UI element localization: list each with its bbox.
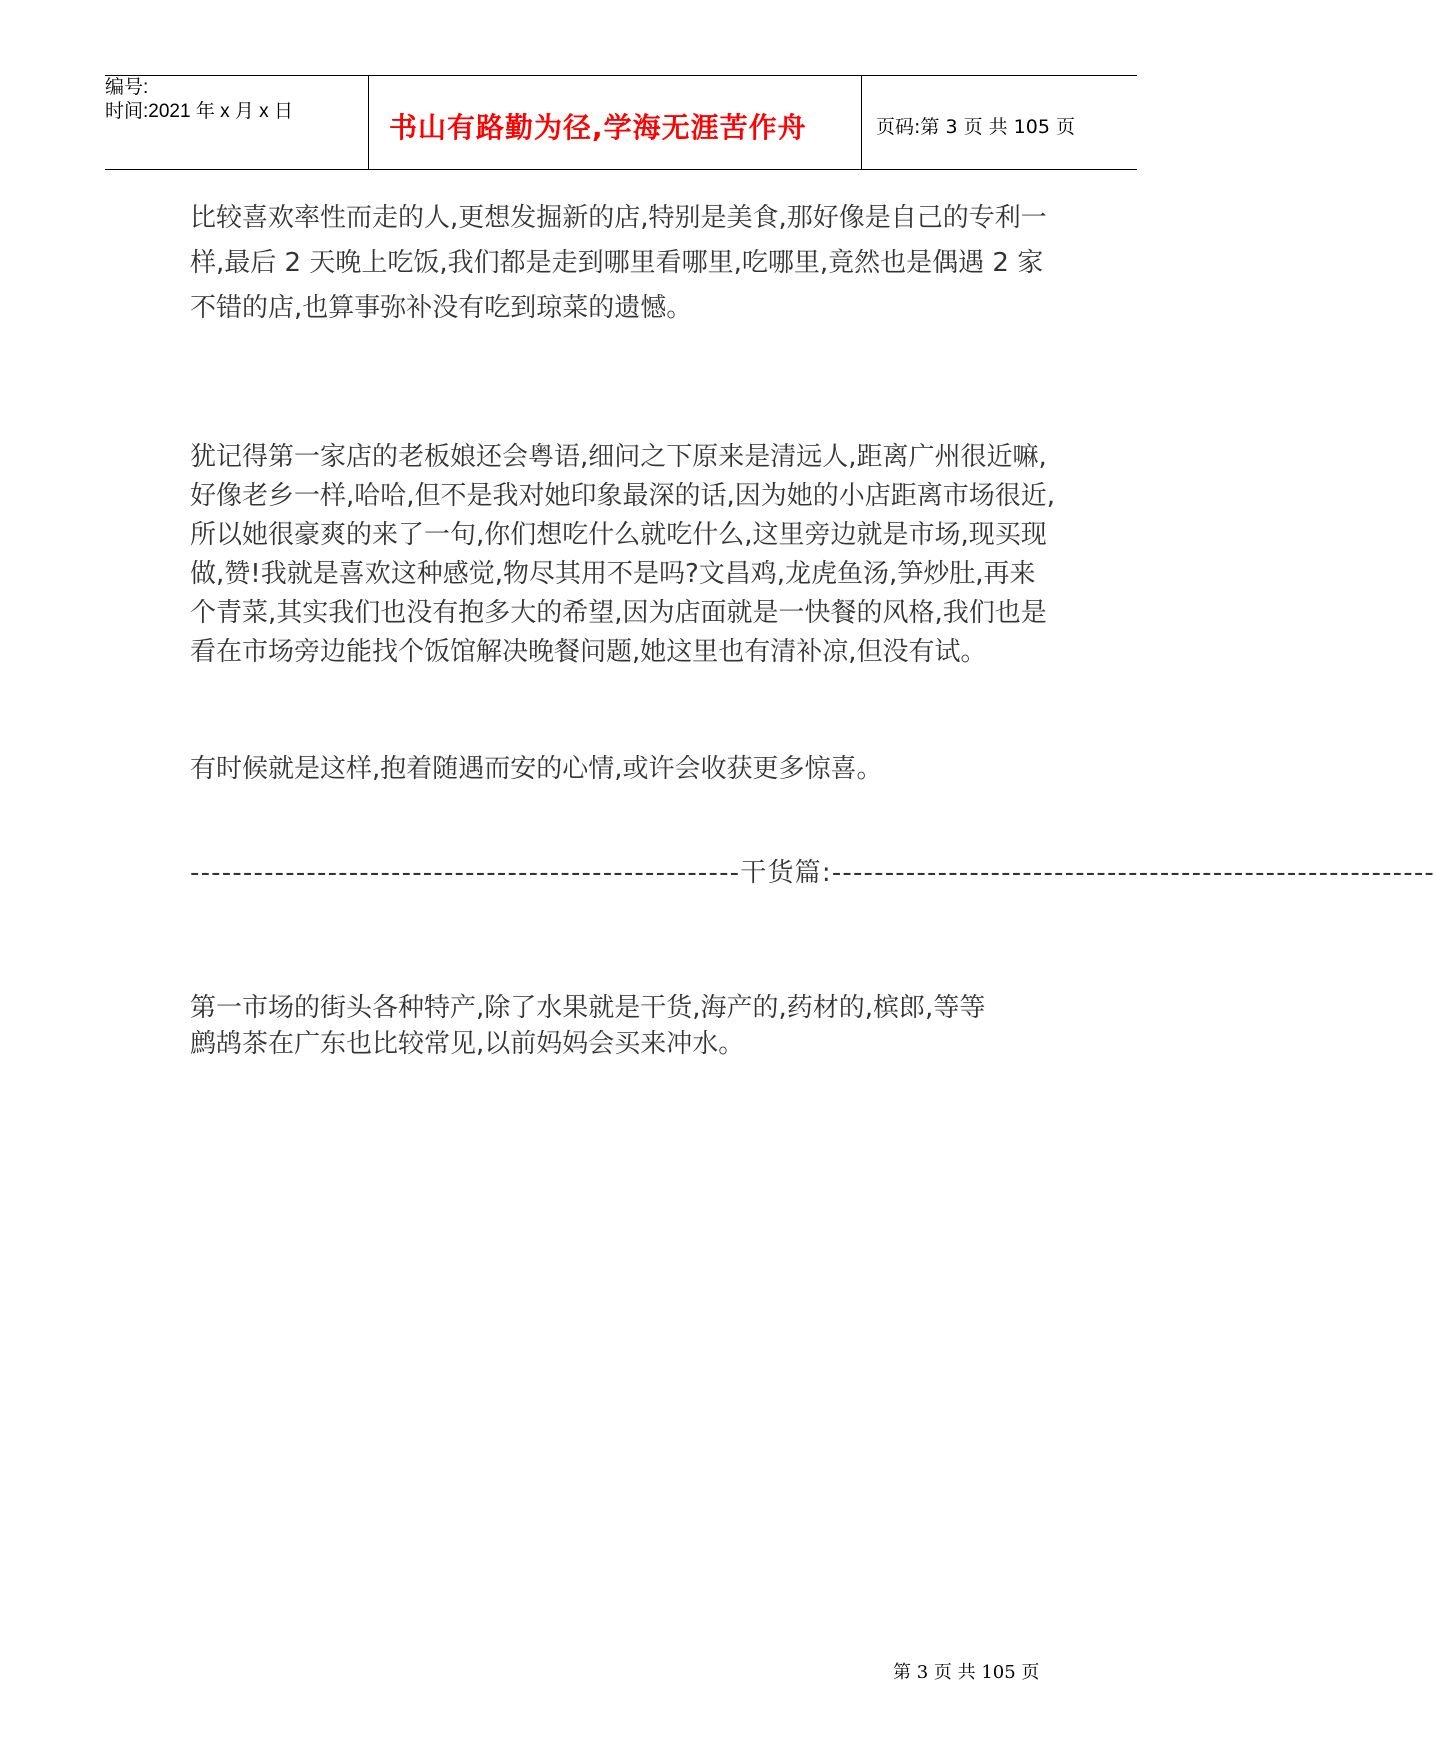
document-date-label: 时间:2021 年 x 月 x 日: [105, 101, 293, 122]
document-number-label: 编号:: [105, 77, 149, 98]
paragraph-market-specialties: 第一市场的街头各种特产,除了水果就是干货,海产的,药材的,槟郎,等等 鹧鸪茶在广东也比较常见,以前妈妈会买来冲水。: [190, 993, 986, 1059]
header-meta-cell: [105, 76, 369, 169]
paragraph-new-restaurants: 比较喜欢率性而走的人,更想发掘新的店,特别是美食,那好像是自己的专利一样,最后 2 天晚上吃饭,我们都是走到哪里看哪里,吃哪里,竟然也是偶遇 2 家不错的店,也算事弥补没有吃到琼菜的遗憾。: [190, 203, 1047, 323]
document-header: [105, 75, 1137, 170]
paragraph-serendipity: 有时候就是这样,抱着随遇而安的心情,或许会收获更多惊喜。: [190, 754, 883, 784]
header-motto-cell: [369, 76, 862, 169]
header-motto: 书山有路勤为径,学海无涯苦作舟: [389, 111, 807, 144]
header-page-cell: [862, 76, 1137, 169]
paragraph-first-restaurant: 犹记得第一家店的老板娘还会粤语,细问之下原来是清远人,距离广州很近嘛,好像老乡一样,哈哈,但不是我对她印象最深的话,因为她的小店距离市场很近,所以她很豪爽的来了一句,你们想吃什么就吃什么,这里旁边就是市场,现买现做,赞!我就是喜欢这种感觉,物尽其用不是吗?文昌鸡,龙虎鱼汤,笋炒肚,再来个青菜,其实我们也没有抱多大的希望,因为店面就是一快餐的风格,我们也是看在市场旁边能找个饭馆解决晚餐问题,她这里也有清补凉,但没有试。: [190, 442, 1056, 667]
section-divider-dried-goods: ----------------------------------------------------干货篇:---------------------------------------------------------: [190, 858, 1435, 888]
header-page-number: 页码:第 3 页 共 105 页: [876, 116, 1075, 138]
footer-page-number: 第 3 页 共 105 页: [893, 1662, 1040, 1683]
